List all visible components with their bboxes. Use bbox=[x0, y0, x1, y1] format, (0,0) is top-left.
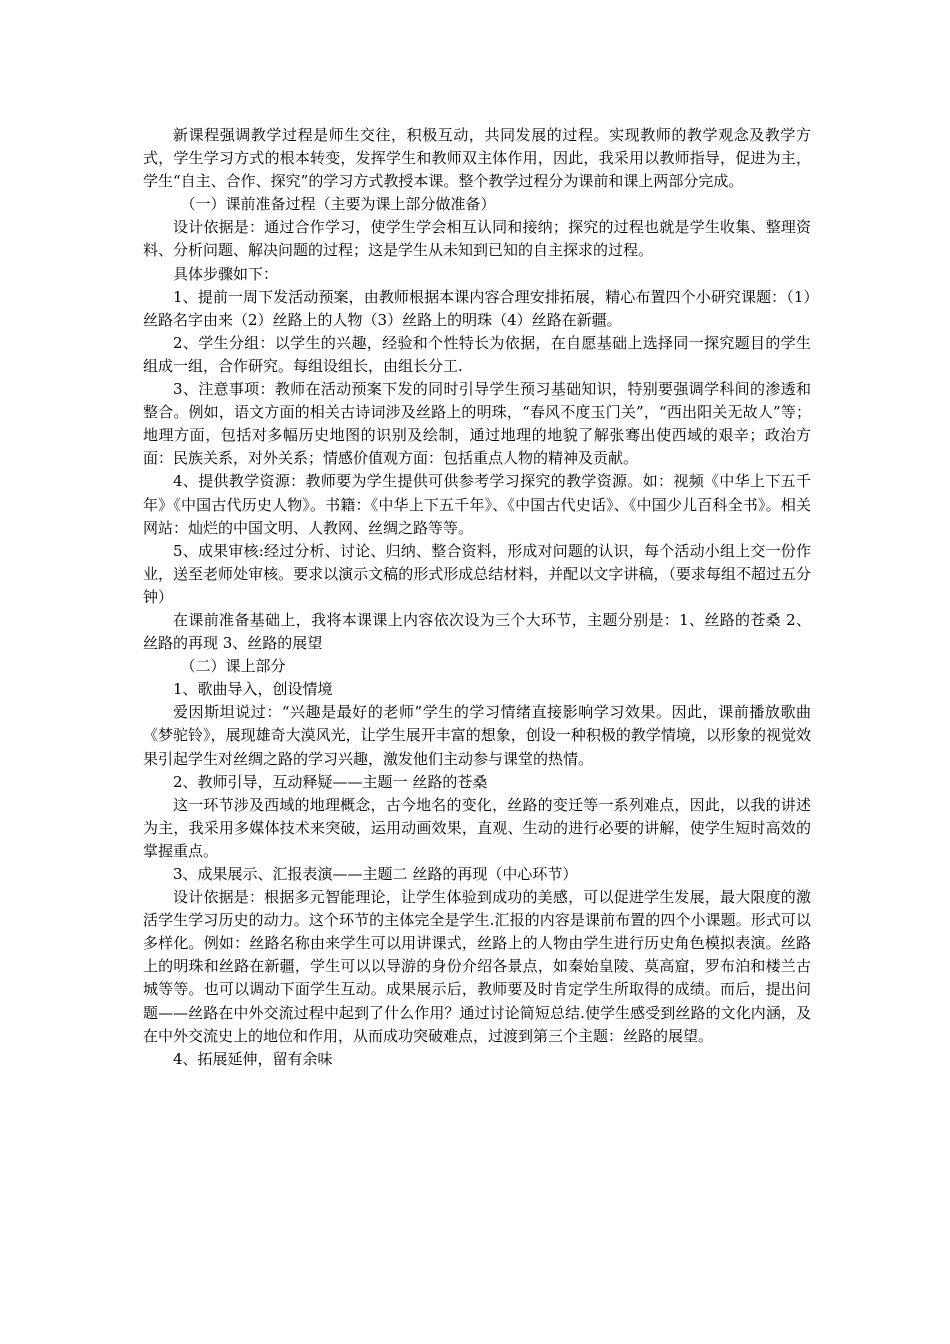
subheading-song-intro: 1、歌曲导入，创设情境 bbox=[173, 680, 333, 699]
step-4-paragraph: 4、提供教学资源：教师要为学生提供可供参考学习探究的教学资源。如：视频《中华上下五千年》《中国古代历史人物》。书籍：《中华上下五千年》、《中国古代史话》、《中国少儿百科全书》。相关网站：灿烂的中国文明、人教网、丝绸之路等等。 bbox=[143, 472, 811, 537]
subheading-theme-1: 2、教师引导，互动释疑——主题一 丝路的苍桑 bbox=[173, 772, 488, 791]
document-body bbox=[143, 124, 811, 1071]
section-heading-in-class: （二）课上部分 bbox=[180, 657, 286, 676]
step-5-paragraph: 5、成果审核:经过分析、讨论、归纳、整合资料，形成对问题的认识，每个活动小组上交一份作业，送至老师处审核。要求以演示文稿的形式形成总结材料，并配以文字讲稿，（要求每组不超过五分钟） bbox=[143, 541, 811, 606]
steps-intro: 具体步骤如下： bbox=[173, 264, 279, 283]
intro-paragraph: 新课程强调教学过程是师生交往，积极互动，共同发展的过程。实现教师的教学观念及教学方式，学生学习方式的根本转变，发挥学生和教师双主体作用，因此，我采用以教师指导，促进为主，学生“自主、合作、探究”的学习方式教授本课。整个教学过程分为课前和课上两部分完成。 bbox=[143, 126, 811, 191]
step-1-paragraph: 1、提前一周下发活动预案，由教师根据本课内容合理安排拓展，精心布置四个小研究课题：（1）丝路名字由来（2）丝路上的人物（3）丝路上的明珠（4）丝路在新疆。 bbox=[143, 287, 811, 329]
step-2-paragraph: 2、学生分组：以学生的兴趣，经验和个性特长为依据，在自愿基础上选择同一探究题目的学生组成一组，合作研究。每组设组长，由组长分工. bbox=[143, 333, 811, 375]
theme-1-paragraph: 这一环节涉及西域的地理概念，古今地名的变化，丝路的变迁等一系列难点，因此，以我的讲述为主，我采用多媒体技术来突破，运用动画效果，直观、生动的进行必要的讲解，使学生短时高效的掌握重点。 bbox=[143, 795, 811, 860]
step-3-paragraph: 3、注意事项：教师在活动预案下发的同时引导学生预习基础知识，特别要强调学科间的渗透和整合。例如，语文方面的相关古诗词涉及丝路上的明珠，“春风不度玉门关”，“西出阳关无故人”等；地理方面，包括对多幅历史地图的识别及绘制，通过地理的地貌了解张骞出使西域的艰辛；政治方面：民族关系，对外关系；情感价值观方面：包括重点人物的精神及贡献。 bbox=[143, 380, 811, 468]
themes-paragraph: 在课前准备基础上，我将本课课上内容依次设为三个大环节，主题分别是：1、丝路的苍桑 2、丝路的再现 3、丝路的展望 bbox=[143, 610, 811, 653]
design-basis-paragraph: 设计依据是：通过合作学习，使学生学会相互认同和接纳；探究的过程也就是学生收集、整理资料、分析问题、解决问题的过程；这是学生从未知到已知的自主探求的过程。 bbox=[143, 218, 811, 260]
song-intro-paragraph: 爱因斯坦说过：“兴趣是最好的老师”学生的学习情绪直接影响学习效果。因此，课前播放歌曲《梦驼铃》，展现雄奇大漠风光，让学生展开丰富的想象，创设一种积极的教学情境，以形象的视觉效果引起学生对丝绸之路的学习兴趣，激发他们主动参与课堂的热情。 bbox=[143, 703, 811, 768]
section-heading-pre-class: （一）课前准备过程（主要为课上部分做准备） bbox=[180, 195, 496, 214]
subheading-theme-2: 3、成果展示、汇报表演——主题二 丝路的再现（中心环节） bbox=[173, 865, 578, 883]
theme-2-paragraph: 设计依据是：根据多元智能理论，让学生体验到成功的美感，可以促进学生发展，最大限度的激活学生学习历史的动力。这个环节的主体完全是学生.汇报的内容是课前布置的四个小课题。形式可以多样化。例如：丝路名称由来学生可以用讲课式，丝路上的人物由学生进行历史角色模拟表演。丝路上的明珠和丝路在新疆，学生可以以导游的身份介绍各景点，如秦始皇陵、莫高窟，罗布泊和楼兰古城等等。也可以调动下面学生互动。成果展示后，教师要及时肯定学生所取得的成绩。而后，提出问题——丝路在中外交流过程中起到了什么作用？通过讨论简短总结.使学生感受到丝路的文化内涵，及在中外交流史上的地位和作用，从而成功突破难点，过渡到第三个主题：丝路的展望。 bbox=[143, 888, 811, 1045]
subheading-extension: 4、拓展延伸，留有余味 bbox=[173, 1049, 333, 1068]
